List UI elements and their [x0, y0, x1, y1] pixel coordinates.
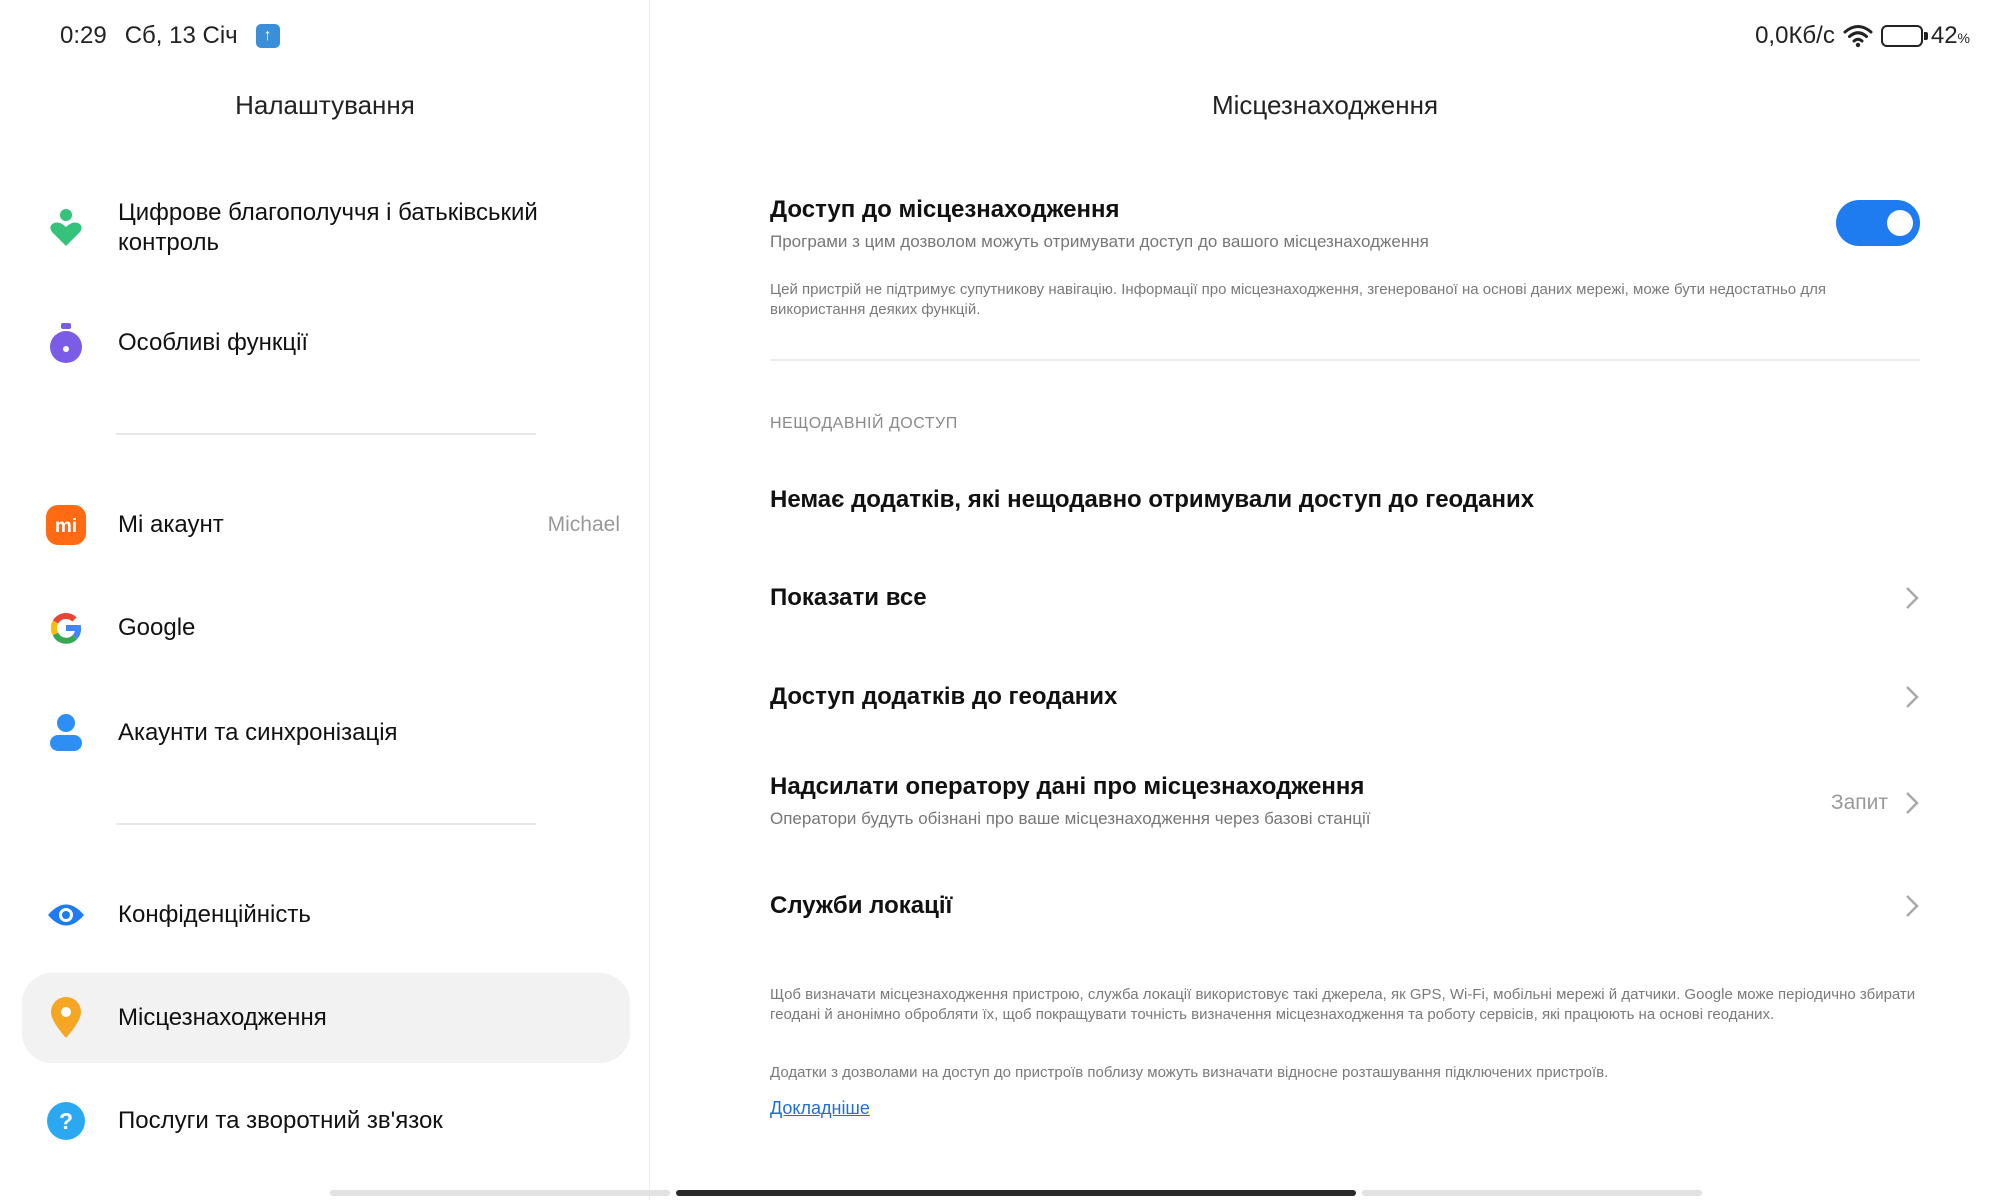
sidebar-divider [116, 823, 536, 825]
sidebar-item-privacy[interactable] [22, 870, 630, 960]
sidebar-item-mi-account[interactable] [22, 480, 630, 570]
sidebar-divider [116, 433, 536, 435]
account-name: Michael [547, 513, 620, 536]
location-services-note: Щоб визначати місцезнаходження пристрою, служба локації використовує такі джерела, як GPS, Wi-Fi, мобільні мережі й датчики. Google може періодично збирати геодані й анонімно обробляти їх, щоб покращувати точність визначення місцезнаходження та роботу сервісів, які працюють на основі геоданих. [770, 986, 1916, 1023]
sidebar-item-label: Особливі функції [118, 329, 309, 356]
net-speed: 0,0Кб/с [1755, 22, 1835, 49]
sidebar-item-label: Місцезнаходження [118, 1004, 327, 1031]
status-date: Сб, 13 Січ [124, 22, 238, 49]
no-recent-access-text: Немає додатків, які нещодавно отримували доступ до геоданих [770, 486, 1535, 513]
toggle-knob [1887, 210, 1913, 236]
section-divider [770, 359, 1920, 361]
status-time: 0:29 [60, 22, 107, 49]
settings-sidebar [0, 0, 650, 1200]
settings-title: Налаштування [235, 90, 415, 120]
sidebar-item-label: Послуги та зворотний зв'язок [118, 1107, 443, 1134]
operator-location-value: Запит [1830, 791, 1888, 814]
sidebar-item-label: Mi акаунт [118, 511, 224, 538]
sidebar-item-label: Конфіденційність [118, 901, 311, 928]
show-all-label: Показати все [770, 584, 927, 611]
recent-access-header: НЕЩОДАВНІЙ ДОСТУП [770, 415, 958, 432]
mi-logo-icon [44, 503, 88, 547]
main-window-handle[interactable] [676, 1190, 1356, 1196]
operator-location-title: Надсилати оператору дані про місцезнаходження [770, 773, 1365, 800]
google-icon [44, 606, 88, 650]
flask-icon [44, 321, 88, 365]
chevron-right-icon [1904, 684, 1920, 710]
app-location-access-label: Доступ додатків до геоданих [770, 683, 1118, 710]
sidebar-item-special-features[interactable] [22, 298, 630, 388]
sidebar-item-location[interactable] [22, 973, 630, 1063]
sidebar-item-feedback[interactable] [22, 1076, 630, 1166]
nearby-devices-note: Додатки з дозволами на доступ до пристроїв поблизу можуть визначати відносне розташування підключених пристроїв. [770, 1064, 1609, 1081]
left-window-handle[interactable] [330, 1190, 670, 1196]
gps-note: Цей пристрій не підтримує супутникову навігацію. Інформації про місцезнаходження, згенерованої на основі даних мережі, може бути недостатньо для використання деяких функцій. [770, 281, 1826, 318]
sidebar-item-label: Акаунти та синхронізація [118, 719, 398, 746]
chevron-right-icon [1904, 790, 1920, 816]
sidebar-item-label: Цифрове благополуччя і батьківський контроль [118, 199, 538, 256]
sidebar-item-digital-wellbeing[interactable] [22, 183, 630, 273]
location-settings-pane [650, 0, 2000, 1200]
help-icon [44, 1099, 88, 1143]
heart-balance-icon [44, 206, 88, 250]
battery-percent: 42% [1930, 22, 1970, 49]
sidebar-item-accounts-sync[interactable] [22, 688, 630, 778]
operator-location-row[interactable] [770, 773, 1920, 833]
chevron-right-icon [1904, 893, 1920, 919]
show-all-row[interactable] [770, 565, 1920, 630]
upload-notification-icon: ↑ [256, 24, 280, 48]
location-access-title: Доступ до місцезнаходження [770, 196, 1120, 223]
location-access-toggle[interactable] [1836, 200, 1920, 246]
sidebar-item-google[interactable] [22, 583, 630, 673]
eye-icon [44, 893, 88, 937]
location-services-row[interactable] [770, 873, 1920, 938]
page-title: Місцезнаходження [1211, 90, 1439, 120]
svg-text:?: ? [58, 1108, 74, 1134]
person-icon [44, 711, 88, 755]
location-access-row[interactable] [770, 196, 1920, 256]
learn-more-link[interactable]: Докладніше [770, 1098, 870, 1118]
sidebar-item-label: Google [118, 614, 196, 641]
app-location-access-row[interactable] [770, 664, 1920, 729]
chevron-right-icon [1904, 585, 1920, 611]
operator-location-subtitle: Оператори будуть обізнані про ваше місцезнаходження через базові станції [770, 809, 1371, 828]
right-window-handle[interactable] [1362, 1190, 1702, 1196]
svg-text:mi: mi [54, 516, 78, 537]
location-access-subtitle: Програми з цим дозволом можуть отримувати доступ до вашого місцезнаходження [770, 232, 1429, 251]
location-services-label: Служби локації [770, 892, 953, 919]
location-pin-icon [44, 996, 88, 1040]
